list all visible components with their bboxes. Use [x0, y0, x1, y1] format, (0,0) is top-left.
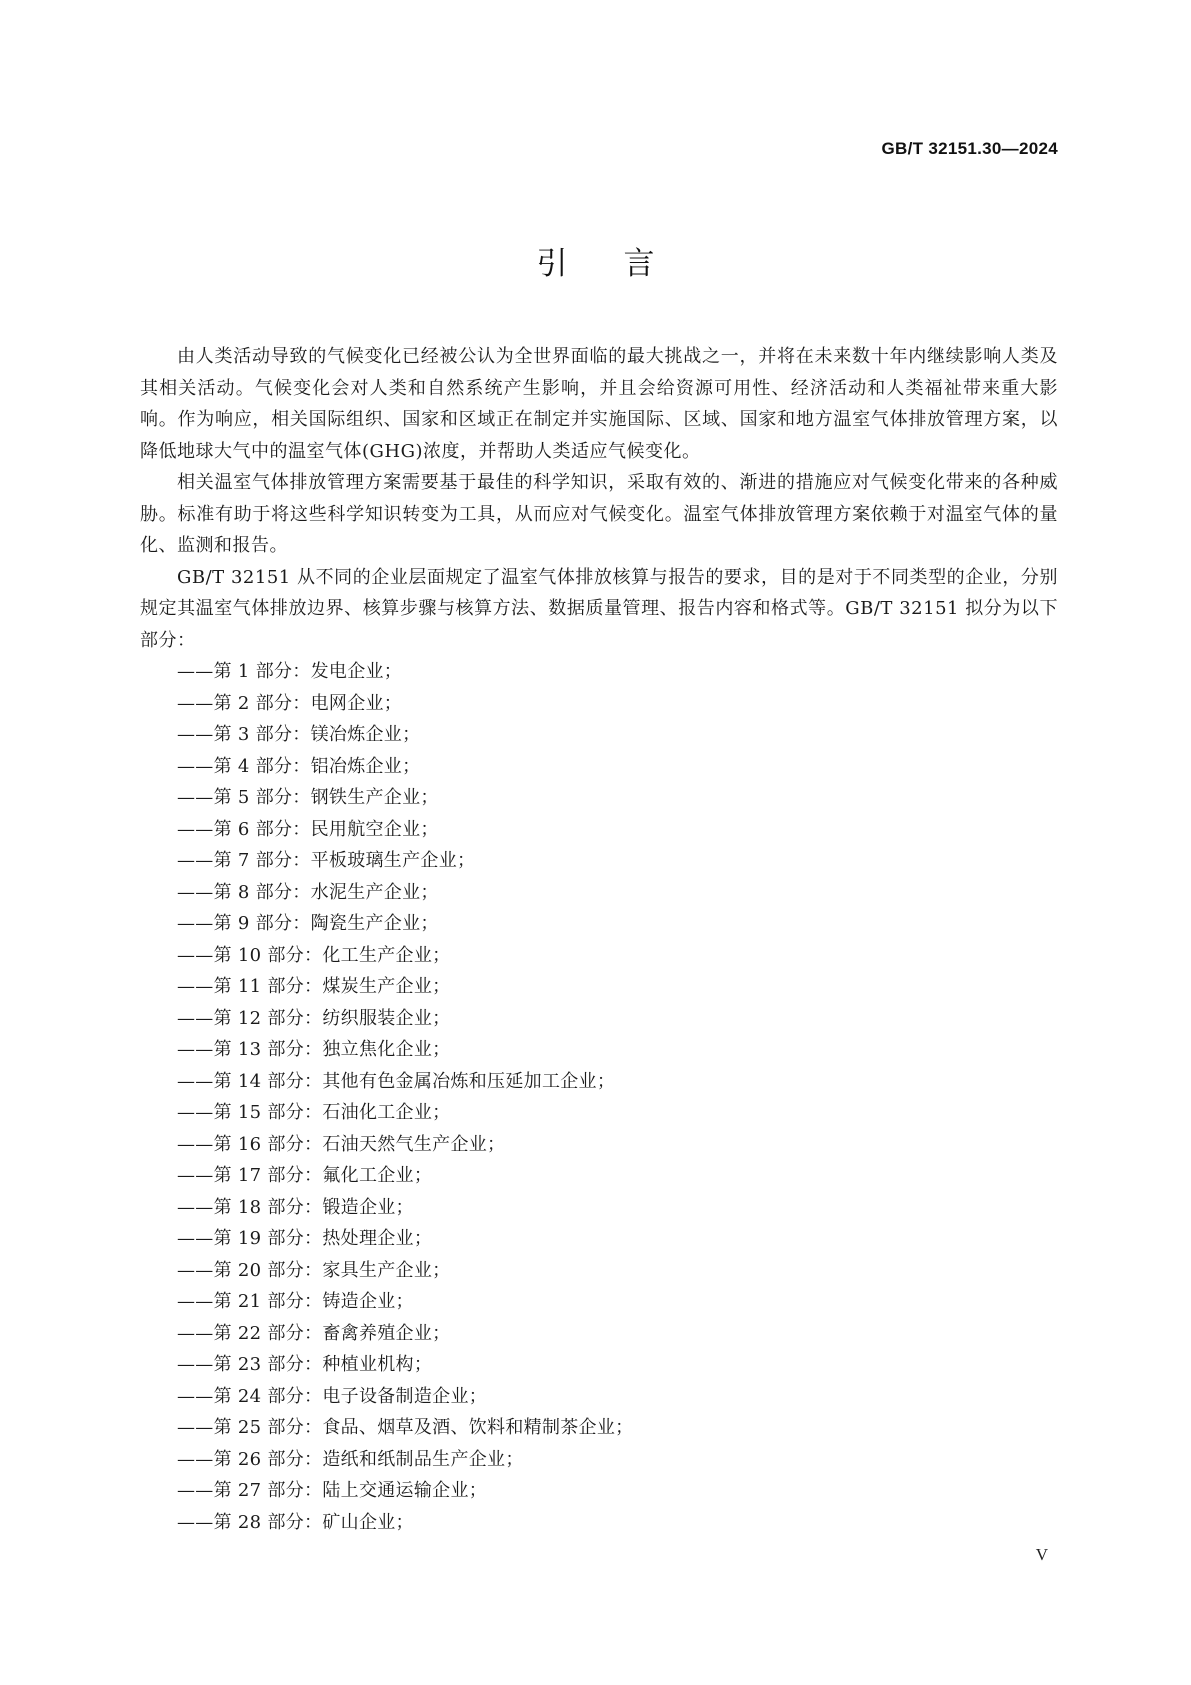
- list-item: ——第 10 部分：化工生产企业；: [177, 944, 451, 966]
- list-item: ——第 16 部分：石油天然气生产企业；: [177, 1133, 506, 1155]
- list-item: ——第 19 部分：热处理企业；: [177, 1228, 433, 1249]
- list-item: ——第 4 部分：铝冶炼企业；: [177, 755, 421, 777]
- main-content: [140, 341, 1058, 1538]
- intro-paragraph-2: 相关温室气体排放管理方案需要基于最佳的科学知识，采取有效的、渐进的措施应对气候变化带来的各种威胁。标准有助于将这些科学知识转变为工具，从而应对气候变化。温室气体排放管理方案依赖于对温室气体的量化、监测和报告。: [140, 472, 1058, 556]
- list-item: ——第 24 部分：电子设备制造企业；: [177, 1385, 488, 1407]
- list-item: ——第 13 部分：独立焦化企业；: [177, 1039, 451, 1060]
- list-item: ——第 17 部分：氟化工企业；: [177, 1165, 433, 1186]
- list-item: ——第 3 部分：镁冶炼企业；: [177, 724, 421, 745]
- list-item: ——第 1 部分：发电企业；: [177, 661, 403, 682]
- list-item: ——第 15 部分：石油化工企业；: [177, 1102, 451, 1123]
- list-item: ——第 23 部分：种植业机构；: [177, 1354, 433, 1375]
- list-item: ——第 8 部分：水泥生产企业；: [177, 881, 439, 903]
- list-item: ——第 22 部分：畜禽养殖企业；: [177, 1322, 451, 1344]
- list-item: ——第 21 部分：铸造企业；: [177, 1291, 414, 1312]
- list-item: ——第 7 部分：平板玻璃生产企业；: [177, 850, 476, 871]
- list-item: ——第 14 部分：其他有色金属冶炼和压延加工企业；: [177, 1070, 616, 1092]
- intro-paragraph-1: 由人类活动导致的气候变化已经被公认为全世界面临的最大挑战之一，并将在未来数十年内继续影响人类及其相关活动。气候变化会对人类和自然系统产生影响，并且会给资源可用性、经济活动和人类福祉带来重大影响。作为响应，相关国际组织、国家和区域正在制定并实施国际、区域、国家和地方温室气体排放管理方案，以降低地球大气中的温室气体(GHG)浓度，并帮助人类适应气候变化。: [140, 346, 1058, 462]
- list-item: ——第 5 部分：钢铁生产企业；: [177, 787, 439, 808]
- list-item: ——第 2 部分：电网企业；: [177, 692, 403, 714]
- list-item: ——第 25 部分：食品、烟草及酒、饮料和精制茶企业；: [177, 1417, 634, 1438]
- list-item: ——第 11 部分：煤炭生产企业；: [177, 976, 451, 997]
- list-item: ——第 18 部分：锻造企业；: [177, 1196, 414, 1218]
- section-title: 引言: [536, 246, 711, 282]
- list-item: ——第 6 部分：民用航空企业；: [177, 818, 439, 840]
- list-item: ——第 28 部分：矿山企业；: [177, 1511, 414, 1533]
- list-item: ——第 27 部分：陆上交通运输企业；: [177, 1480, 488, 1501]
- list-item: ——第 9 部分：陶瓷生产企业；: [177, 913, 439, 934]
- list-item: ——第 12 部分：纺织服装企业；: [177, 1007, 451, 1029]
- parts-list: [140, 656, 1058, 1538]
- intro-paragraph-3: GB/T 32151 从不同的企业层面规定了温室气体排放核算与报告的要求，目的是对于不同类型的企业，分别规定其温室气体排放边界、核算步骤与核算方法、数据质量管理、报告内容和格式等。GB/T 32151 拟分为以下部分：: [140, 566, 1058, 651]
- document-code: GB/T 32151.30—2024: [881, 139, 1058, 158]
- page-number: V: [1035, 1545, 1048, 1564]
- list-item: ——第 20 部分：家具生产企业；: [177, 1259, 451, 1281]
- list-item: ——第 26 部分：造纸和纸制品生产企业；: [177, 1448, 524, 1470]
